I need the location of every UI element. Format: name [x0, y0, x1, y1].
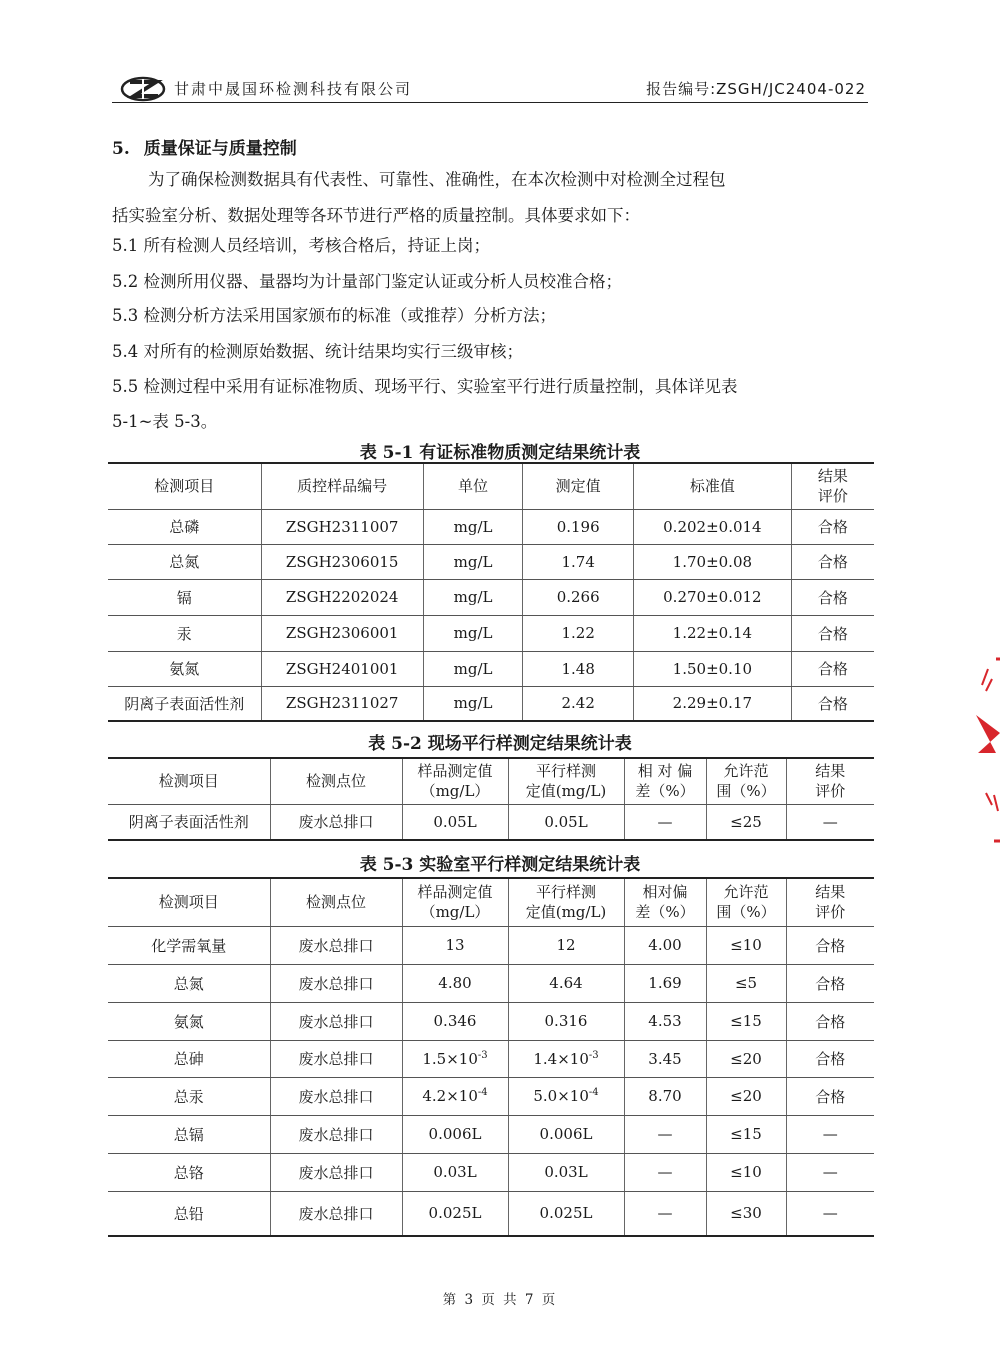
table-row	[108, 1153, 874, 1191]
table-cell: 合格	[791, 686, 874, 721]
table-cell: 1.70±0.08	[634, 544, 792, 579]
table-row	[108, 1191, 874, 1236]
table3-caption: 表 5-3 实验室平行样测定结果统计表	[359, 855, 641, 875]
section-title-text: 质量保证与质量控制	[143, 139, 297, 159]
table-cell: 镉	[108, 579, 261, 615]
column-header: 结果 评价	[786, 758, 874, 804]
table-cell: 总磷	[108, 509, 261, 544]
table-cell: 2.42	[523, 686, 634, 721]
page-number: 第 3 页 共 7 页	[442, 1292, 558, 1308]
table-cell: 废水总排口	[270, 1191, 402, 1236]
table-cell: 总氮	[108, 964, 270, 1002]
table-cell: mg/L	[423, 509, 522, 544]
table-cell: 废水总排口	[270, 1077, 402, 1115]
table-cell: ≤30	[706, 1191, 786, 1236]
table-cell: 合格	[786, 1040, 874, 1077]
table-field-parallel	[108, 757, 874, 841]
table-cell: 0.05L	[508, 804, 624, 840]
table-row	[108, 1115, 874, 1153]
table-cell: $4.2\times 10^{-4}$	[402, 1077, 508, 1115]
table-cell: 合格	[791, 509, 874, 544]
table-cell: $1.4\times 10^{-3}$	[508, 1040, 624, 1077]
table-cell: 13	[402, 926, 508, 964]
column-header: 样品测定值 （mg/L）	[402, 878, 508, 926]
intro-paragraph-line1: 为了确保检测数据具有代表性、可靠性、准确性，在本次检测中对检测全过程包	[148, 170, 726, 189]
table-row	[108, 804, 874, 840]
table-cell: ≤15	[706, 1115, 786, 1153]
table-cell: —	[624, 804, 706, 840]
table-cell: 0.006L	[508, 1115, 624, 1153]
table-standard-material	[108, 462, 874, 722]
table-row	[108, 651, 874, 686]
column-header: 检测项目	[108, 878, 270, 926]
table-cell: ZSGH2306015	[261, 544, 423, 579]
requirement-item: 5.5 检测过程中采用有证标准物质、现场平行、实验室平行进行质量控制，具体详见表	[112, 377, 738, 396]
table-cell: mg/L	[423, 615, 522, 651]
table-cell: 1.22±0.14	[634, 615, 792, 651]
table-cell: —	[624, 1153, 706, 1191]
table-cell: 废水总排口	[270, 926, 402, 964]
requirement-item: 5.4 对所有的检测原始数据、统计结果均实行三级审核；	[112, 342, 523, 361]
requirement-item: 5.1 所有检测人员经培训，考核合格后，持证上岗；	[112, 236, 490, 255]
table-cell: 合格	[786, 1077, 874, 1115]
table-cell: 总铬	[108, 1153, 270, 1191]
table-cell: —	[786, 1191, 874, 1236]
table-cell: ≤25	[706, 804, 786, 840]
requirement-item: 5-1~表 5-3。	[112, 412, 218, 431]
table-cell: mg/L	[423, 544, 522, 579]
column-header: 相 对 偏 差（%）	[624, 758, 706, 804]
table-cell: 氨氮	[108, 1002, 270, 1040]
table-cell: mg/L	[423, 651, 522, 686]
table-cell: 0.025L	[402, 1191, 508, 1236]
table-cell: 1.22	[523, 615, 634, 651]
table-cell: 阴离子表面活性剂	[108, 804, 270, 840]
table-cell: 总砷	[108, 1040, 270, 1077]
column-header: 平行样测 定值(mg/L)	[508, 758, 624, 804]
table-cell: ≤10	[706, 926, 786, 964]
table-cell: 汞	[108, 615, 261, 651]
table-cell: ZSGH2311027	[261, 686, 423, 721]
table-row	[108, 1077, 874, 1115]
column-header: 检测项目	[108, 463, 261, 509]
table-cell: 4.80	[402, 964, 508, 1002]
table-cell: 废水总排口	[270, 1040, 402, 1077]
table-cell: 总汞	[108, 1077, 270, 1115]
page-header	[112, 72, 868, 104]
table-cell: 0.025L	[508, 1191, 624, 1236]
table-cell: $5.0\times 10^{-4}$	[508, 1077, 624, 1115]
table-cell: 化学需氧量	[108, 926, 270, 964]
table-cell: 废水总排口	[270, 1153, 402, 1191]
table-cell: ≤15	[706, 1002, 786, 1040]
table-cell: 4.00	[624, 926, 706, 964]
table-cell: 0.03L	[508, 1153, 624, 1191]
table-row	[108, 509, 874, 544]
column-header: 允许范 围（%）	[706, 878, 786, 926]
column-header: 检测点位	[270, 758, 402, 804]
table-cell: 合格	[791, 651, 874, 686]
table-cell: 0.196	[523, 509, 634, 544]
table-cell: 废水总排口	[270, 1115, 402, 1153]
table-cell: 0.202±0.014	[634, 509, 792, 544]
column-header: 检测项目	[108, 758, 270, 804]
table-cell: 4.64	[508, 964, 624, 1002]
table-cell: ZSGH2306001	[261, 615, 423, 651]
table-cell: 阴离子表面活性剂	[108, 686, 261, 721]
table-cell: 1.69	[624, 964, 706, 1002]
table-cell: 1.50±0.10	[634, 651, 792, 686]
table-row	[108, 1040, 874, 1077]
table-row	[108, 544, 874, 579]
table-cell: 3.45	[624, 1040, 706, 1077]
table-cell: ZSGH2202024	[261, 579, 423, 615]
table-cell: 0.346	[402, 1002, 508, 1040]
header-divider	[112, 102, 868, 103]
requirement-item: 5.2 检测所用仪器、量器均为计量部门鉴定认证或分析人员校准合格；	[112, 272, 622, 291]
table2-caption: 表 5-2 现场平行样测定结果统计表	[368, 734, 632, 754]
table-row	[108, 926, 874, 964]
red-seal-stamp-icon	[972, 655, 1000, 850]
table-cell: —	[624, 1191, 706, 1236]
table-row	[108, 964, 874, 1002]
column-header: 相对偏 差（%）	[624, 878, 706, 926]
table-row	[108, 1002, 874, 1040]
table-cell: 废水总排口	[270, 804, 402, 840]
column-header: 测定值	[523, 463, 634, 509]
table-cell: 0.03L	[402, 1153, 508, 1191]
table-header-row	[108, 463, 874, 509]
column-header: 结果 评价	[786, 878, 874, 926]
table-cell: 总铅	[108, 1191, 270, 1236]
table-cell: ≤5	[706, 964, 786, 1002]
table-cell: 合格	[791, 579, 874, 615]
table-cell: 0.316	[508, 1002, 624, 1040]
table-cell: mg/L	[423, 579, 522, 615]
intro-paragraph-line2: 括实验室分析、数据处理等各环节进行严格的质量控制。具体要求如下：	[112, 206, 640, 225]
table-cell: 合格	[786, 926, 874, 964]
table-cell: 合格	[791, 615, 874, 651]
table-cell: ≤10	[706, 1153, 786, 1191]
table-cell: 合格	[786, 964, 874, 1002]
column-header: 平行样测 定值(mg/L)	[508, 878, 624, 926]
column-header: 质控样品编号	[261, 463, 423, 509]
table-row	[108, 686, 874, 721]
table-cell: 总氮	[108, 544, 261, 579]
table-cell: 0.05L	[402, 804, 508, 840]
table-cell: $1.5\times 10^{-3}$	[402, 1040, 508, 1077]
company-name: 甘肃中晟国环检测科技有限公司	[174, 80, 413, 98]
table-header-row	[108, 878, 874, 926]
table-cell: 1.74	[523, 544, 634, 579]
table-cell: 0.266	[523, 579, 634, 615]
table-cell: 总镉	[108, 1115, 270, 1153]
table-lab-parallel	[108, 877, 874, 1237]
table-cell: —	[786, 804, 874, 840]
table-row	[108, 579, 874, 615]
table-header-row	[108, 758, 874, 804]
table-cell: 12	[508, 926, 624, 964]
column-header: 样品测定值 （mg/L）	[402, 758, 508, 804]
table-row	[108, 615, 874, 651]
table-cell: 废水总排口	[270, 1002, 402, 1040]
table-cell: ≤20	[706, 1040, 786, 1077]
table-cell: 氨氮	[108, 651, 261, 686]
table1-caption: 表 5-1 有证标准物质测定结果统计表	[359, 443, 641, 463]
column-header: 允许范 围（%）	[706, 758, 786, 804]
table-cell: 合格	[786, 1002, 874, 1040]
table-cell: 合格	[791, 544, 874, 579]
column-header: 单位	[423, 463, 522, 509]
section-number: 5.	[112, 139, 130, 159]
table-cell: ZSGH2311007	[261, 509, 423, 544]
table-cell: 0.006L	[402, 1115, 508, 1153]
table-cell: 1.48	[523, 651, 634, 686]
table-cell: 8.70	[624, 1077, 706, 1115]
table-cell: ≤20	[706, 1077, 786, 1115]
section-title	[112, 134, 297, 159]
table-cell: —	[624, 1115, 706, 1153]
column-header: 标准值	[634, 463, 792, 509]
table-cell: —	[786, 1153, 874, 1191]
company-logo-icon	[120, 76, 166, 102]
table-cell: ZSGH2401001	[261, 651, 423, 686]
table-cell: 4.53	[624, 1002, 706, 1040]
table-cell: 废水总排口	[270, 964, 402, 1002]
table-cell: 2.29±0.17	[634, 686, 792, 721]
column-header: 检测点位	[270, 878, 402, 926]
table-cell: —	[786, 1115, 874, 1153]
table-cell: mg/L	[423, 686, 522, 721]
requirement-item: 5.3 检测分析方法采用国家颁布的标准（或推荐）分析方法；	[112, 306, 556, 325]
column-header: 结果 评价	[791, 463, 874, 509]
report-number: 报告编号:ZSGH/JC2404-022	[646, 80, 866, 98]
table-cell: 0.270±0.012	[634, 579, 792, 615]
